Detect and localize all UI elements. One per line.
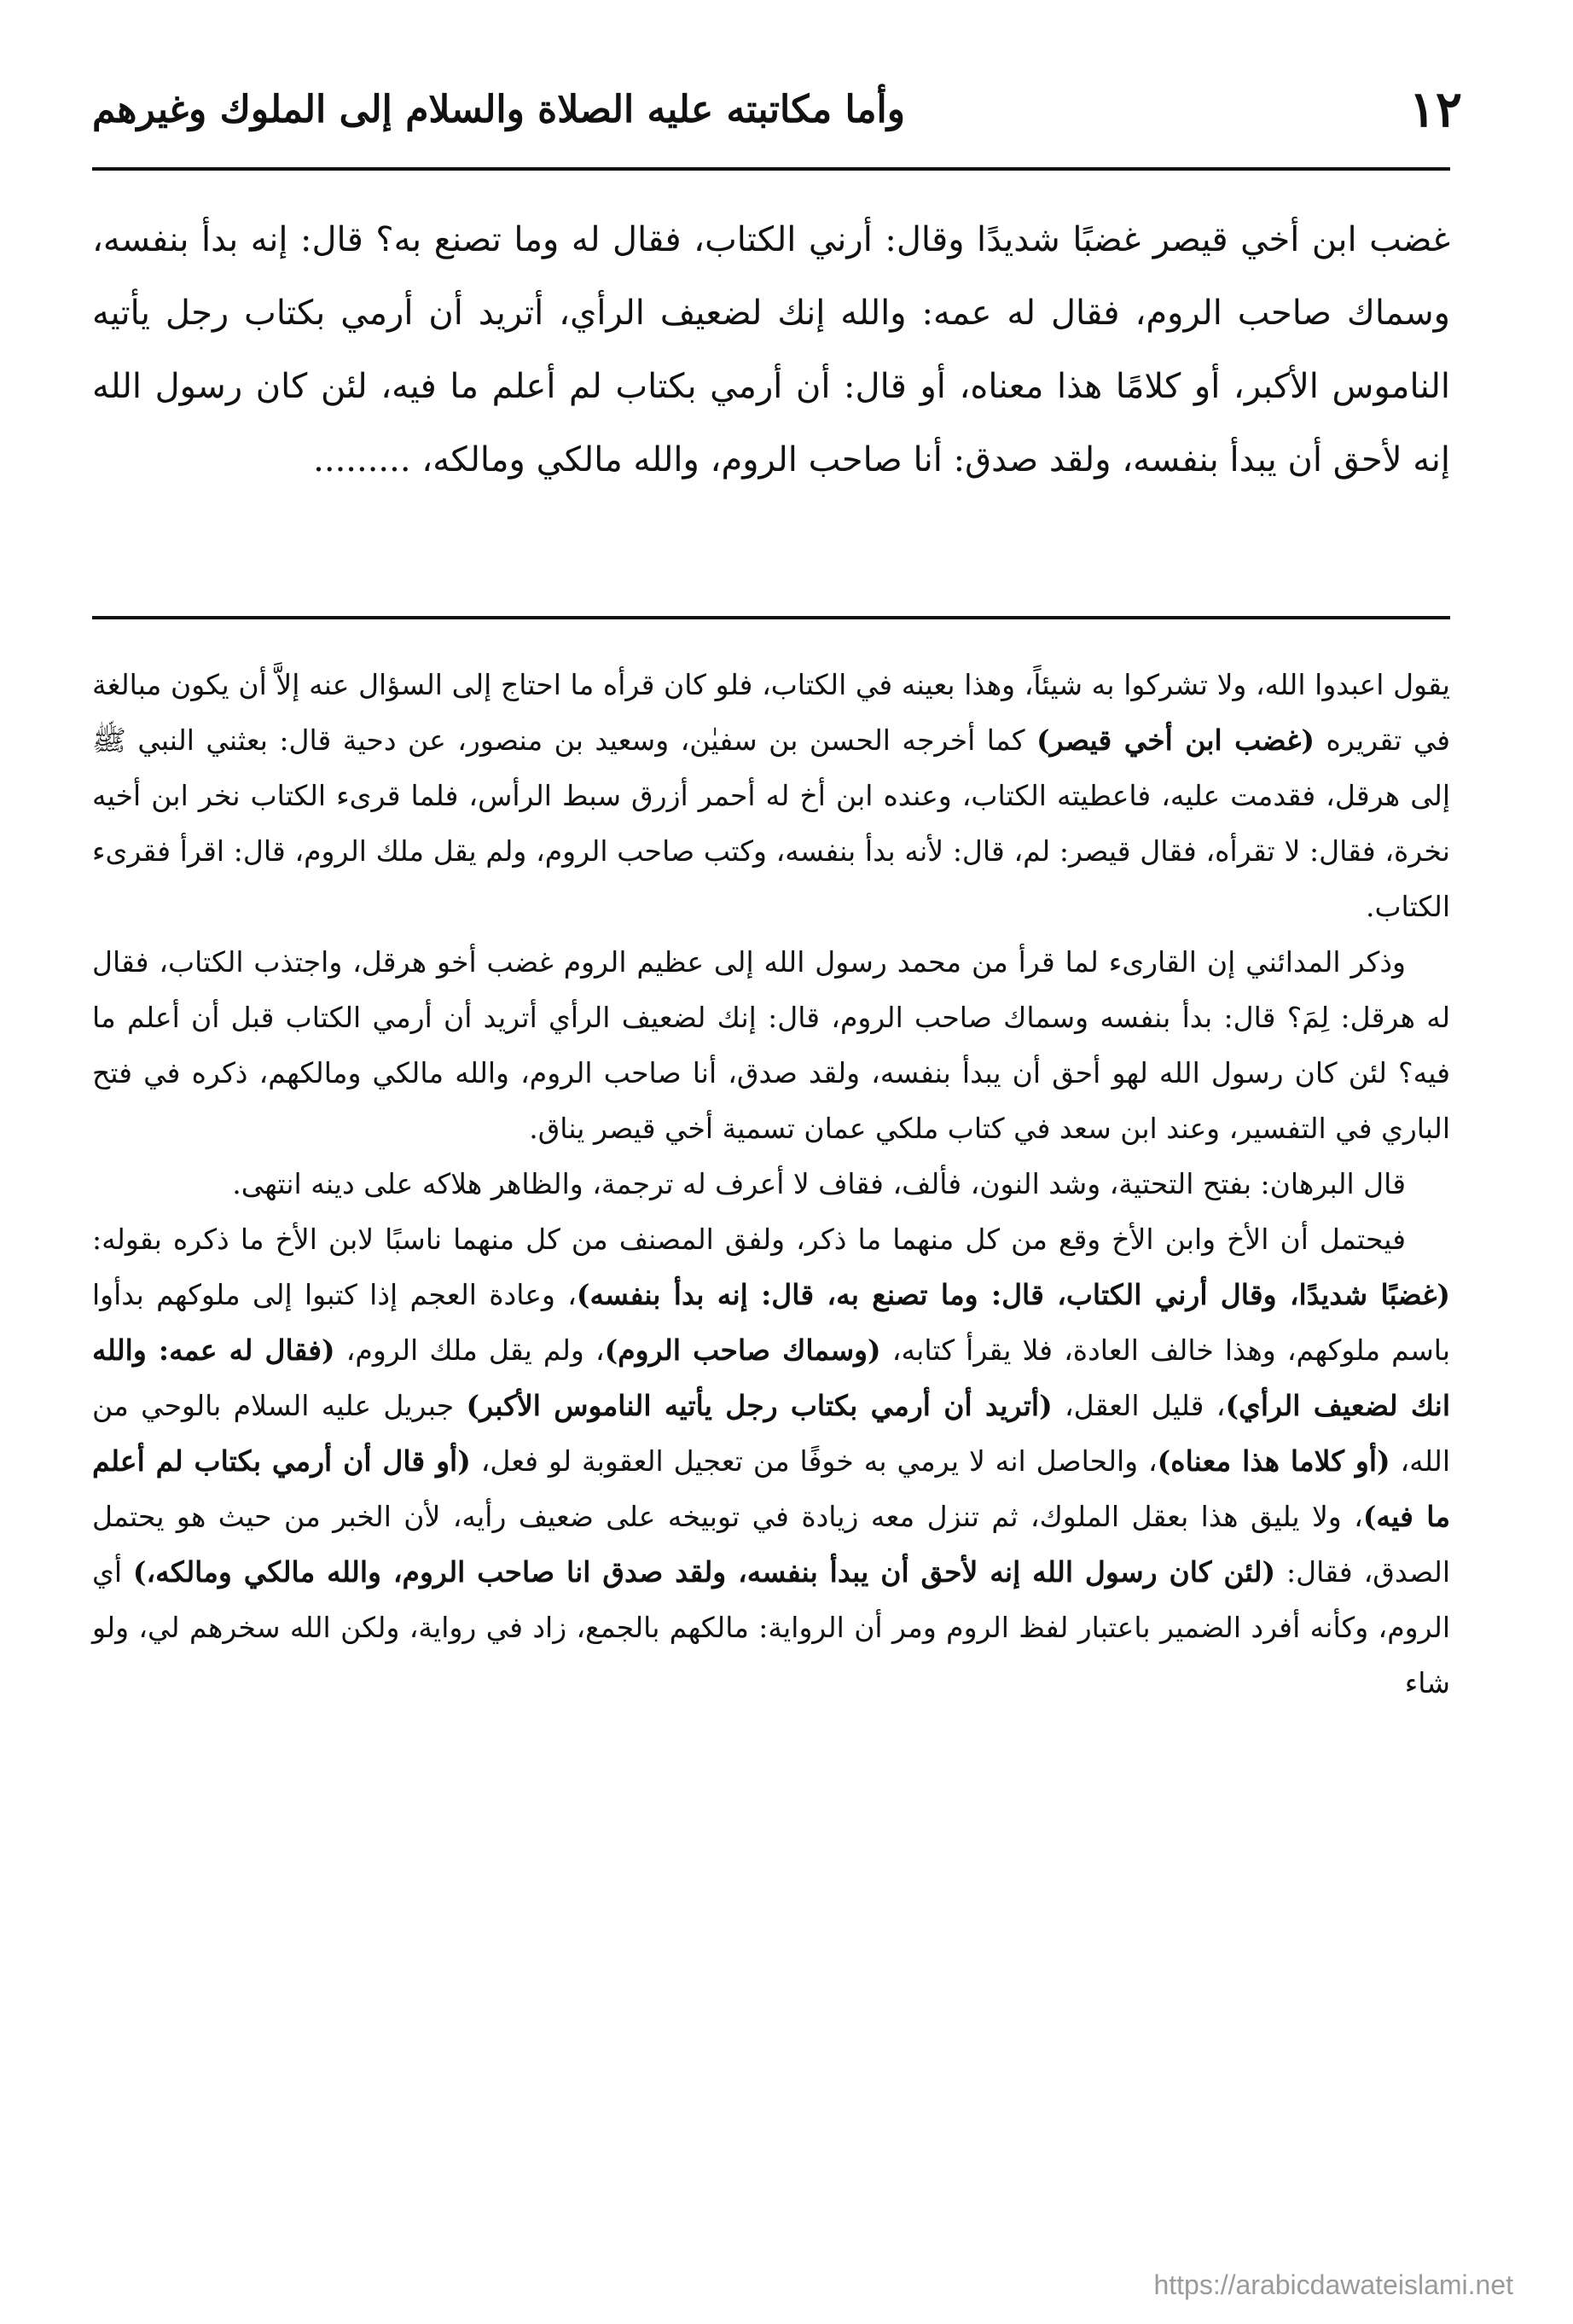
commentary-p4-text-8: أي الروم، وكأنه أفرد الضمير باعتبار لفظ الروم ومر أن الرواية: مالكهم بالجمع، زاد في رواية، ولكن الله سخرهم لي، ولو شاء <box>92 1555 1450 1699</box>
commentary-p4-text-6: ، والحاصل انه لا يرمي به خوفًا من تعجيل العقوبة لو فعل، <box>470 1444 1158 1478</box>
commentary-paragraph-2: وذكر المدائني إن القارىء لما قرأ من محمد رسول الله إلى عظيم الروم غضب أخو هرقل، واجتذب الكتاب، فقال له هرقل: لِمَ؟ قال: بدأ بنفسه وسماك صاحب الروم، قال: إنك لضعيف الرأي أتريد أن أرمي الكتاب قبل أن أعلم ما فيه؟ لئن كان رسول الله لهو أحق أن يبدأ بنفسه، ولقد صدق، أنا صاحب الروم، والله مالكي ومالكهم، ذكره في فتح الباري في التفسير، وعند ابن سعد في كتاب ملكي عمان تسمية أخي قيصر يناق. <box>92 945 1450 1145</box>
page-number: ١٢ <box>1408 80 1462 138</box>
commentary-p1-quote: (غضب ابن أخي قيصر) <box>1036 723 1315 757</box>
main-text-body: غضب ابن أخي قيصر غضبًا شديدًا وقال: أرني الكتاب، فقال له وما تصنع به؟ قال: إنه بدأ بنفسه، وسماك صاحب الروم، فقال له عمه: والله إنك لضعيف الرأي، أتريد أن أرمي بكتاب رجل يأتيه الناموس الأكبر، أو كلامًا هذا معناه، أو قال: أن أرمي بكتاب لم أعلم ما فيه، لئن كان رسول الله إنه لأحق أن يبدأ بنفسه، ولقد صدق: أنا صاحب الروم، والله مالكي ومالكه، <box>92 220 1451 479</box>
commentary-paragraph-4 <box>92 1211 1450 1711</box>
page-header <box>92 75 1462 143</box>
commentary-p4-quote-5: (أو كلاما هذا معناه) <box>1157 1444 1390 1478</box>
commentary-p4-quote-3: (فقال له عمه: والله انك لضعيف الرأي) <box>92 1333 1450 1422</box>
commentary-p1-text-a: يقول اعبدوا الله، ولا تشركوا به شيئاً، وهذا بعينه في الكتاب، فلو كان قرأه ما احتاج إلى السؤال عنه إلاَّ أن يكون مبالغة في تقريره <box>92 668 1451 757</box>
commentary-p4-quote-1: (غضبًا شديدًا، وقال أرني الكتاب، قال: وما تصنع به، قال: إنه بدأ بنفسه) <box>576 1278 1450 1311</box>
commentary-p4-quote-4: (أتريد أن أرمي بكتاب رجل يأتيه الناموس الأكبر) <box>466 1389 1053 1422</box>
main-text-ellipsis: ......... <box>313 440 411 479</box>
header-rule <box>92 167 1450 171</box>
section-divider <box>92 616 1450 619</box>
commentary-p4-text-7: ، ولا يليق هذا بعقل الملوك، ثم تنزل معه زيادة في توبيخه على ضعيف رأيه، لأن الخبر من حيث هو يحتمل الصدق، فقال: <box>92 1500 1450 1589</box>
commentary-p4-text-3: ، ولم يقل ملك الروم، <box>334 1333 605 1367</box>
main-text-block <box>92 203 1450 497</box>
commentary-p1-text-c: كما أخرجه الحسن بن سفيٰن، وسعيد بن منصور، عن دحية قال: بعثني النبي ﷺ إلى هرقل، فقدمت عليه، فاعطيته الكتاب، وعنده ابن أخ له أحمر أزرق سبط الرأس، فلما قرىء الكتاب نخر ابن أخيه نخرة، فقال: لا تقرأه، فقال قيصر: لم، قال: لأنه بدأ بنفسه، وكتب صاحب الروم، ولم يقل ملك الروم، قال: اقرأ فقرىء الكتاب. <box>92 723 1450 923</box>
commentary-paragraph-1 <box>92 657 1450 934</box>
commentary-p4-quote-7: (لئن كان رسول الله إنه لأحق أن يبدأ بنفسه، ولقد صدق انا صاحب الروم، والله مالكي ومالكه،) <box>132 1555 1276 1589</box>
watermark-url: https://arabicdawateislami.net <box>1153 2269 1513 2300</box>
commentary-block <box>92 657 1450 1711</box>
commentary-paragraph-3: قال البرهان: بفتح التحتية، وشد النون، فألف، فقاف لا أعرف له ترجمة، والظاهر هلاكه على دينه انتهى. <box>232 1167 1406 1200</box>
commentary-p4-quote-2: (وسماك صاحب الروم) <box>604 1333 881 1367</box>
commentary-p4-text-4: ، قليل العقل، <box>1052 1389 1226 1422</box>
running-title: وأما مكاتبته عليه الصلاة والسلام إلى الملوك وغيرهم <box>92 87 905 131</box>
commentary-p4-text-2: ، وعادة العجم إذا كتبوا إلى ملوكهم بدأوا باسم ملوكهم، وهذا خالف العادة، فلا يقرأ كتابه، <box>92 1278 1450 1367</box>
commentary-p4-quote-6: (أو قال أن أرمي بكتاب لم أعلم ما فيه) <box>92 1444 1450 1533</box>
commentary-p4-text-5: جبريل عليه السلام بالوحي من الله، <box>92 1389 1450 1478</box>
commentary-p4-text-1: فيحتمل أن الأخ وابن الأخ وقع من كل منهما ما ذكر، ولفق المصنف من كل منهما ناسبًا لابن الأخ ما ذكره بقوله: <box>92 1223 1406 1256</box>
